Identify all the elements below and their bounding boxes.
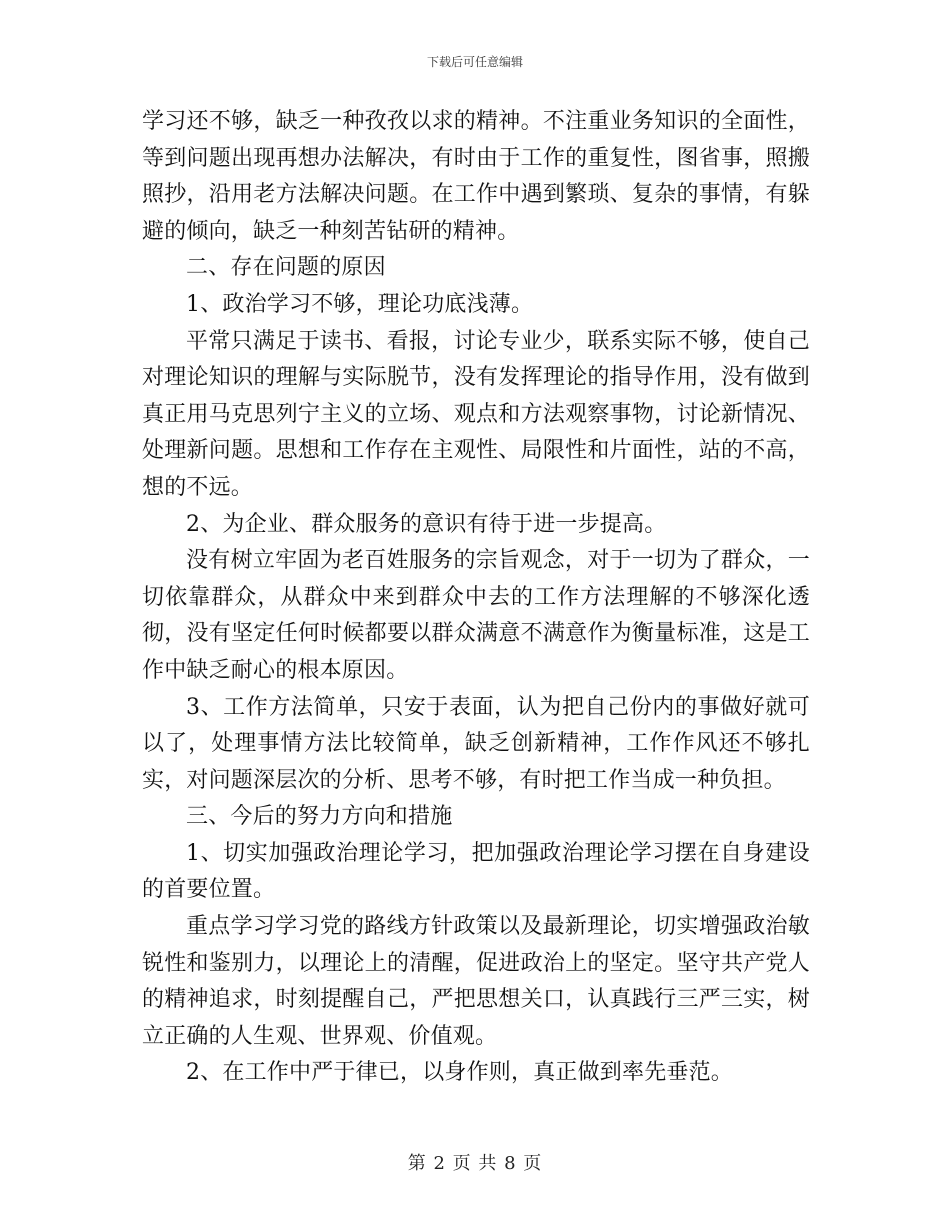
section-heading-measures: 三、今后的努力方向和措施 [186,804,453,830]
paragraph-5: 没有树立牢固为老百姓服务的宗旨观念，对于一切为了群众，一切依靠群众，从群众中来到群众中去的工作方法理解的不够深化透彻，没有坚定任何时候都要以群众满意不满意作为衡量标准，这是工作中缺乏耐心的根本原因。 [142,548,810,683]
subheading-1: 1、政治学习不够，理论功底浅薄。 [186,291,534,317]
page-number-footer: 第 2 页 共 8 页 [407,1153,543,1174]
paragraph-3: 平常只满足于读书、看报，讨论专业少，联系实际不够，使自己对理论知识的理解与实际脱节，没有发挥理论的指导作用，没有做到真正用马克思列宁主义的立场、观点和方法观察事物，讨论新情况、处理新问题。思想和工作存在主观性、局限性和片面性，站的不高，想的不远。 [142,328,810,500]
subheading-measure-2: 2、在工作中严于律已，以身作则，真正做到率先垂范。 [186,1060,733,1086]
page-header: 下载后可任意编辑 [426,55,523,69]
section-heading-causes: 二、存在问题的原因 [186,255,386,281]
document-body [142,104,810,1092]
subheading-measure-1: 1、切实加强政治理论学习，把加强政治理论学习摆在自身建设的首要位置。 [142,840,810,903]
paragraph-6: 3、工作方法简单，只安于表面，认为把自己份内的事做好就可以了，处理事情方法比较简单，缺乏创新精神，工作作风还不够扎实，对问题深层次的分析、思考不够，有时把工作当成一种负担。 [142,694,810,793]
paragraph-0: 学习还不够，缺乏一种孜孜以求的精神。不注重业务知识的全面性，等到问题出现再想办法解决，有时由于工作的重复性，图省事，照搬照抄，沿用老方法解决问题。在工作中遇到繁琐、复杂的事情，有躲避的倾向，缺乏一种刻苦钻研的精神。 [142,109,810,244]
subheading-2: 2、为企业、群众服务的意识有待于进一步提高。 [186,511,667,537]
paragraph-9: 重点学习学习党的路线方针政策以及最新理论，切实增强政治敏锐性和鉴别力，以理论上的清醒，促进政治上的坚定。坚守共产党人的精神追求，时刻提醒自己，严把思想关口，认真践行三严三实，树立正确的人生观、世界观、价值观。 [142,914,810,1049]
